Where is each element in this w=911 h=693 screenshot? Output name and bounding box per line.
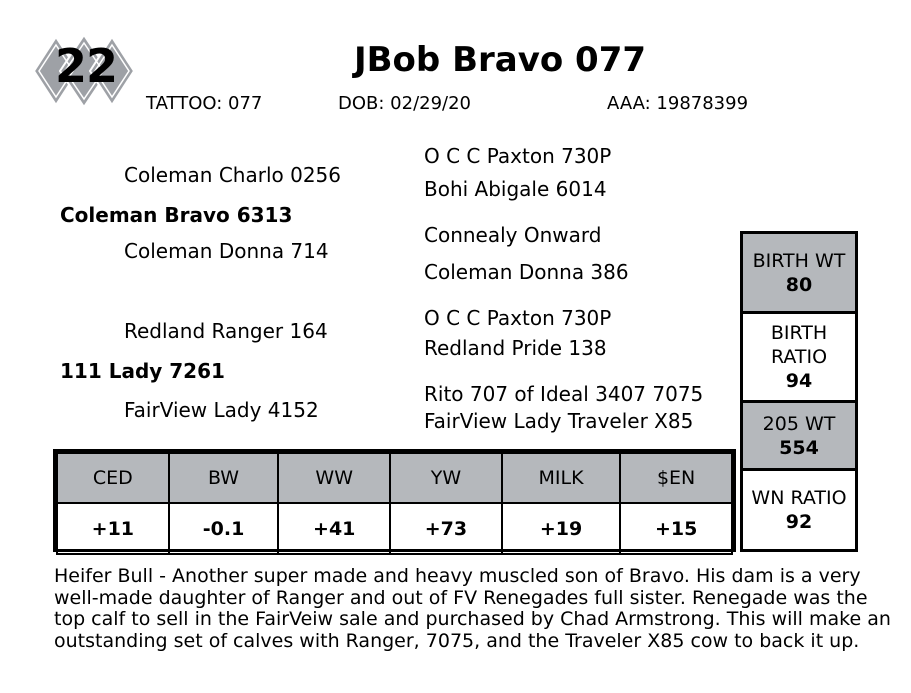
birth-ratio-value: 94: [785, 370, 813, 392]
dam: 111 Lady 7261: [60, 359, 225, 383]
date-of-birth: DOB: 02/29/20: [338, 93, 472, 114]
birth-weight-cell: [743, 234, 855, 314]
dam-dam: FairView Lady 4152: [124, 398, 319, 422]
weights-panel: [740, 231, 858, 552]
epd-value-yw: +73: [390, 503, 502, 554]
birth-ratio-label-line1: BIRTH: [770, 322, 828, 344]
grand-ancestor-2: Bohi Abigale 6014: [424, 177, 607, 201]
tattoo: TATTOO: 077: [146, 93, 263, 114]
epd-value-milk: +19: [502, 503, 620, 554]
registration-number: AAA: 19878399: [607, 93, 749, 114]
grand-ancestor-7: Rito 707 of Ideal 3407 7075: [424, 382, 704, 406]
epd-header-milk: MILK: [502, 453, 620, 503]
sire-dam: Coleman Donna 714: [124, 239, 329, 263]
lot-number-badge: [34, 33, 134, 109]
epd-value-ced: +11: [57, 503, 169, 554]
epd-value-ww: +41: [278, 503, 390, 554]
grand-ancestor-5: O C C Paxton 730P: [424, 306, 612, 330]
epd-header-bw: BW: [169, 453, 279, 503]
grand-ancestor-4: Coleman Donna 386: [424, 260, 629, 284]
epd-header-ced: CED: [57, 453, 169, 503]
epd-header-yw: YW: [390, 453, 502, 503]
dam-sire: Redland Ranger 164: [124, 319, 328, 343]
epd-table: [53, 449, 736, 552]
birth-weight-value: 80: [785, 273, 813, 296]
epd-header-en: $EN: [620, 453, 732, 503]
lot-number: 22: [54, 39, 117, 93]
sire-sire: Coleman Charlo 0256: [124, 163, 342, 187]
grand-ancestor-8: FairView Lady Traveler X85: [424, 409, 694, 433]
weaning-weight-value: 554: [779, 436, 819, 459]
weaning-ratio-cell: [743, 471, 855, 549]
weaning-weight-label: 205 WT: [762, 412, 836, 435]
weaning-weight-cell: [743, 403, 855, 471]
birth-ratio-cell: [743, 314, 855, 403]
birth-ratio-label-line2: RATIO: [770, 346, 828, 368]
weaning-ratio-label: WN RATIO: [751, 487, 847, 509]
animal-name: JBob Bravo 077: [353, 40, 647, 80]
epd-header-ww: WW: [278, 453, 390, 503]
grand-ancestor-1: O C C Paxton 730P: [424, 144, 612, 168]
birth-weight-label: BIRTH WT: [752, 249, 846, 272]
weaning-ratio-value: 92: [785, 511, 813, 533]
epd-value-en: +15: [620, 503, 732, 554]
epd-value-bw: -0.1: [169, 503, 279, 554]
grand-ancestor-3: Connealy Onward: [424, 223, 602, 247]
sire: Coleman Bravo 6313: [60, 203, 293, 227]
grand-ancestor-6: Redland Pride 138: [424, 336, 607, 360]
description: Heifer Bull - Another super made and heavy muscled son of Bravo. His dam is a very well-made daughter of Ranger and out of FV Renegades full sister. Renegade was the top calf to sell in the FairVeiw sale and purchased by Chad Armstrong. This will make an outstanding set of calves with Ranger, 7075, and the Traveler X85 cow to back it up.: [54, 565, 891, 652]
